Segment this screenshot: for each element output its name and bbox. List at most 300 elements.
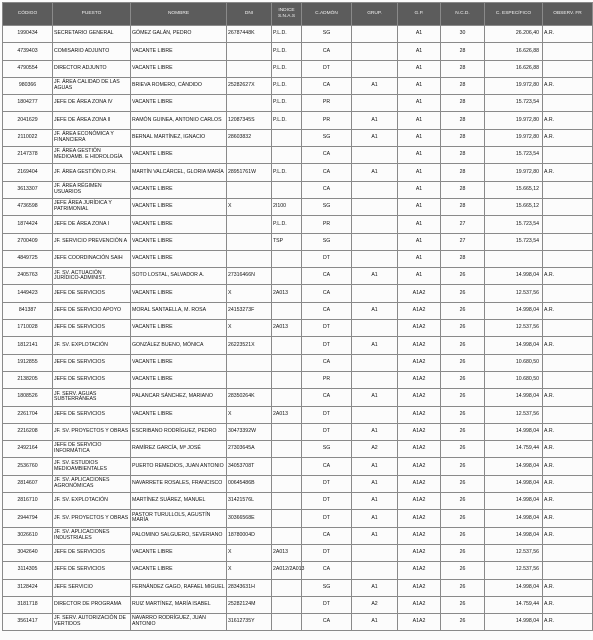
cell-code: 1808526 — [3, 389, 53, 406]
table-row — [3, 250, 593, 267]
cell-specific: 14.998,04 — [485, 475, 543, 492]
cell-group — [352, 95, 398, 112]
cell-index: 2I100 — [272, 198, 302, 215]
cell-adm: PR — [302, 371, 352, 388]
cell-ncd: 26 — [441, 579, 485, 596]
cell-code: 841387 — [3, 302, 53, 319]
cell-ncd: 28 — [441, 60, 485, 77]
cell-dni: 30366568E — [227, 510, 272, 527]
cell-index: 2A013 — [272, 320, 302, 337]
cell-adm: SG — [302, 129, 352, 146]
cell-name: VACANTE LIBRE — [131, 544, 227, 561]
cell-gp: A1A2 — [398, 320, 441, 337]
cell-adm: CA — [302, 302, 352, 319]
table-row — [3, 423, 593, 440]
cell-specific: 14.759,44 — [485, 596, 543, 613]
table-row — [3, 302, 593, 319]
cell-gp: A1A2 — [398, 354, 441, 371]
cell-post: JF. ÁREA GESTIÓN MEDIOAMB. E HIDROLOGÍA — [53, 147, 131, 164]
col-header-adm: C.ADMÓN — [302, 3, 352, 26]
cell-gp: A1 — [398, 112, 441, 129]
cell-index — [272, 475, 302, 492]
cell-group: A1 — [352, 389, 398, 406]
cell-obs: A.R. — [543, 493, 593, 510]
table-row — [3, 216, 593, 233]
cell-specific: 14.998,04 — [485, 423, 543, 440]
cell-ncd: 26 — [441, 527, 485, 544]
cell-index — [272, 129, 302, 146]
cell-name: RAMÍREZ GARCÍA, Mª JOSÉ — [131, 441, 227, 458]
cell-group: A1 — [352, 337, 398, 354]
cell-index: 2A012/2A013 — [272, 562, 302, 579]
cell-obs: A.R. — [543, 596, 593, 613]
cell-dni — [227, 181, 272, 198]
cell-post: JEFE DE SERVICIOS — [53, 406, 131, 423]
table-row — [3, 26, 593, 43]
cell-post: JEFE COORDINACIÓN SAIH — [53, 250, 131, 267]
cell-code: 2944794 — [3, 510, 53, 527]
cell-group — [352, 233, 398, 250]
cell-code: 4849725 — [3, 250, 53, 267]
cell-code: 4736598 — [3, 198, 53, 215]
cell-group — [352, 562, 398, 579]
table-row — [3, 337, 593, 354]
cell-group: A1 — [352, 112, 398, 129]
cell-specific: 15.723,54 — [485, 147, 543, 164]
cell-dni: 31421576L — [227, 493, 272, 510]
cell-gp: A1A2 — [398, 579, 441, 596]
cell-gp: A1 — [398, 95, 441, 112]
cell-index: 2A013 — [272, 544, 302, 561]
table-row — [3, 60, 593, 77]
cell-gp: A1 — [398, 250, 441, 267]
cell-specific: 16.626,88 — [485, 60, 543, 77]
cell-adm: CA — [302, 614, 352, 631]
cell-adm: CA — [302, 527, 352, 544]
cell-ncd: 28 — [441, 77, 485, 94]
cell-dni: 27316466N — [227, 268, 272, 285]
cell-adm: DT — [302, 423, 352, 440]
cell-index — [272, 302, 302, 319]
cell-post: JF. ÁREA RÉGIMEN USUARIOS — [53, 181, 131, 198]
cell-dni — [227, 95, 272, 112]
cell-specific: 14.998,04 — [485, 268, 543, 285]
cell-name: VACANTE LIBRE — [131, 147, 227, 164]
cell-adm: DT — [302, 320, 352, 337]
cell-adm: DT — [302, 544, 352, 561]
cell-group — [352, 406, 398, 423]
cell-name: VACANTE LIBRE — [131, 285, 227, 302]
cell-specific: 10.680,50 — [485, 354, 543, 371]
cell-code: 3613307 — [3, 181, 53, 198]
cell-ncd: 27 — [441, 233, 485, 250]
cell-dni: 28343631H — [227, 579, 272, 596]
cell-obs: A.R. — [543, 337, 593, 354]
cell-gp: A1A2 — [398, 614, 441, 631]
cell-index: P.L.D. — [272, 43, 302, 60]
cell-obs: A.R. — [543, 510, 593, 527]
cell-dni — [227, 147, 272, 164]
cell-post: JEFE DE SERVICIOS — [53, 562, 131, 579]
cell-obs: A.R. — [543, 527, 593, 544]
cell-ncd: 26 — [441, 614, 485, 631]
cell-group: A1 — [352, 579, 398, 596]
cell-post: SECRETARIO GENERAL — [53, 26, 131, 43]
cell-group: A1 — [352, 614, 398, 631]
cell-name: PALOMINO SALGUERO, SEVERIANO — [131, 527, 227, 544]
cell-dni: 25282124M — [227, 596, 272, 613]
cell-obs — [543, 320, 593, 337]
cell-name: MORAL SANTAELLA, M. ROSA — [131, 302, 227, 319]
cell-code: 2041629 — [3, 112, 53, 129]
table-row — [3, 406, 593, 423]
cell-adm: CA — [302, 562, 352, 579]
cell-dni: 26223521X — [227, 337, 272, 354]
cell-gp: A1A2 — [398, 544, 441, 561]
cell-dni: 27303645A — [227, 441, 272, 458]
cell-specific: 12.537,56 — [485, 320, 543, 337]
col-header-obs: OBSERV. FR — [543, 3, 593, 26]
cell-obs: A.R. — [543, 579, 593, 596]
cell-obs — [543, 43, 593, 60]
cell-group — [352, 216, 398, 233]
cell-post: JEFE SERVICIO — [53, 579, 131, 596]
cell-index — [272, 527, 302, 544]
table-row — [3, 268, 593, 285]
cell-specific: 14.998,04 — [485, 302, 543, 319]
cell-dni: 30473392W — [227, 423, 272, 440]
table-row — [3, 95, 593, 112]
cell-gp: A1 — [398, 181, 441, 198]
cell-index: P.L.D. — [272, 112, 302, 129]
cell-specific: 19.972,80 — [485, 129, 543, 146]
cell-dni: 26787448K — [227, 26, 272, 43]
cell-index — [272, 371, 302, 388]
cell-adm: PR — [302, 112, 352, 129]
cell-gp: A1A2 — [398, 389, 441, 406]
cell-specific: 15.723,54 — [485, 95, 543, 112]
cell-group — [352, 60, 398, 77]
cell-gp: A1A2 — [398, 458, 441, 475]
cell-ncd: 28 — [441, 147, 485, 164]
cell-name: RAMÓN GUINEA, ANTONIO CARLOS — [131, 112, 227, 129]
cell-ncd: 26 — [441, 354, 485, 371]
cell-dni — [227, 216, 272, 233]
cell-ncd: 27 — [441, 216, 485, 233]
cell-obs — [543, 562, 593, 579]
cell-code: 3042640 — [3, 544, 53, 561]
cell-group — [352, 43, 398, 60]
table-row — [3, 614, 593, 631]
cell-name: MARTÍN VALCÁRCEL, GLORIA MARÍA — [131, 164, 227, 181]
cell-dni — [227, 43, 272, 60]
cell-code: 1804277 — [3, 95, 53, 112]
cell-post: JF. SV. EXPLOTACIÓN — [53, 493, 131, 510]
cell-code: 3181718 — [3, 596, 53, 613]
cell-ncd: 28 — [441, 129, 485, 146]
cell-ncd: 28 — [441, 164, 485, 181]
cell-index: P.L.D. — [272, 95, 302, 112]
cell-ncd: 26 — [441, 493, 485, 510]
cell-ncd: 26 — [441, 562, 485, 579]
cell-specific: 16.626,88 — [485, 43, 543, 60]
cell-specific: 12.537,56 — [485, 544, 543, 561]
table-row — [3, 320, 593, 337]
cell-adm: SG — [302, 579, 352, 596]
cell-ncd: 28 — [441, 112, 485, 129]
cell-code: 2814607 — [3, 475, 53, 492]
cell-ncd: 28 — [441, 43, 485, 60]
cell-specific: 14.998,04 — [485, 458, 543, 475]
cell-gp: A1A2 — [398, 302, 441, 319]
cell-ncd: 26 — [441, 475, 485, 492]
cell-index — [272, 596, 302, 613]
cell-adm: CA — [302, 389, 352, 406]
cell-name: BERNAL MARTÍNEZ, IGNACIO — [131, 129, 227, 146]
cell-specific: 14.998,04 — [485, 579, 543, 596]
cell-specific: 12.537,56 — [485, 562, 543, 579]
cell-code: 1710028 — [3, 320, 53, 337]
cell-index — [272, 268, 302, 285]
cell-ncd: 26 — [441, 302, 485, 319]
cell-code: 2147378 — [3, 147, 53, 164]
cell-post: JF. SV. PROYECTOS Y OBRAS — [53, 510, 131, 527]
cell-gp: A1 — [398, 268, 441, 285]
cell-specific: 15.665,12 — [485, 181, 543, 198]
cell-adm: PR — [302, 216, 352, 233]
table-row — [3, 458, 593, 475]
cell-dni: 00645486B — [227, 475, 272, 492]
cell-ncd: 26 — [441, 389, 485, 406]
cell-index — [272, 614, 302, 631]
cell-group: A1 — [352, 129, 398, 146]
cell-gp: A1A2 — [398, 406, 441, 423]
cell-name: RUIZ MARTÍNEZ, MARÍA ISABEL — [131, 596, 227, 613]
cell-obs — [543, 147, 593, 164]
cell-gp: A1A2 — [398, 596, 441, 613]
col-header-group: GRUP. — [352, 3, 398, 26]
cell-index — [272, 250, 302, 267]
cell-code: 2169404 — [3, 164, 53, 181]
table-row — [3, 475, 593, 492]
cell-obs — [543, 198, 593, 215]
cell-specific: 15.723,54 — [485, 216, 543, 233]
cell-adm: SG — [302, 233, 352, 250]
cell-obs — [543, 250, 593, 267]
cell-gp: A1 — [398, 198, 441, 215]
cell-index — [272, 354, 302, 371]
cell-obs — [543, 354, 593, 371]
cell-group: A1 — [352, 527, 398, 544]
cell-ncd: 26 — [441, 371, 485, 388]
cell-obs: A.R. — [543, 77, 593, 94]
cell-name: PASTOR TURULLOLS, AGUSTÍN MARÍA — [131, 510, 227, 527]
cell-ncd: 28 — [441, 250, 485, 267]
cell-dni: 25282627X — [227, 77, 272, 94]
cell-index — [272, 493, 302, 510]
cell-name: ESCRIBANO RODRÍGUEZ, PEDRO — [131, 423, 227, 440]
cell-group — [352, 371, 398, 388]
table-row — [3, 389, 593, 406]
cell-gp: A1A2 — [398, 562, 441, 579]
cell-ncd: 26 — [441, 458, 485, 475]
cell-dni — [227, 250, 272, 267]
cell-group: A1 — [352, 77, 398, 94]
cell-gp: A1A2 — [398, 285, 441, 302]
cell-group — [352, 198, 398, 215]
table-row — [3, 181, 593, 198]
cell-group — [352, 181, 398, 198]
cell-obs: A.R. — [543, 129, 593, 146]
cell-post: JEFE ÁREA JURÍDICA Y PATRIMONIAL — [53, 198, 131, 215]
cell-index — [272, 389, 302, 406]
cell-obs: A.R. — [543, 475, 593, 492]
cell-code: 4790554 — [3, 60, 53, 77]
cell-gp: A1A2 — [398, 423, 441, 440]
cell-ncd: 26 — [441, 544, 485, 561]
cell-gp: A1A2 — [398, 493, 441, 510]
col-header-dni: DNI — [227, 3, 272, 26]
cell-ncd: 26 — [441, 441, 485, 458]
cell-post: COMISARIO ADJUNTO — [53, 43, 131, 60]
cell-index: P.L.D. — [272, 60, 302, 77]
cell-dni — [227, 233, 272, 250]
cell-dni: 34053708T — [227, 458, 272, 475]
cell-dni: 28951761W — [227, 164, 272, 181]
cell-dni: 28603832 — [227, 129, 272, 146]
cell-obs: A.R. — [543, 458, 593, 475]
cell-obs: A.R. — [543, 164, 593, 181]
table-row — [3, 544, 593, 561]
cell-specific: 14.759,44 — [485, 441, 543, 458]
cell-specific: 14.998,04 — [485, 510, 543, 527]
cell-index: P.L.D. — [272, 216, 302, 233]
cell-name: VACANTE LIBRE — [131, 43, 227, 60]
cell-adm: SG — [302, 198, 352, 215]
cell-group: A2 — [352, 596, 398, 613]
cell-index — [272, 337, 302, 354]
cell-dni: X — [227, 562, 272, 579]
cell-ncd: 26 — [441, 337, 485, 354]
cell-gp: A1A2 — [398, 371, 441, 388]
cell-specific: 14.998,04 — [485, 614, 543, 631]
cell-post: JEFE DE SERVICIOS — [53, 371, 131, 388]
cell-specific — [485, 250, 543, 267]
cell-gp: A1 — [398, 129, 441, 146]
cell-group: A1 — [352, 510, 398, 527]
col-header-ncd: N.C.D. — [441, 3, 485, 26]
cell-group — [352, 250, 398, 267]
table-row — [3, 371, 593, 388]
cell-adm: DT — [302, 475, 352, 492]
cell-dni: X — [227, 544, 272, 561]
cell-group: A2 — [352, 441, 398, 458]
cell-gp: A1 — [398, 216, 441, 233]
cell-adm: DT — [302, 596, 352, 613]
cell-index: 2A013 — [272, 406, 302, 423]
cell-post: JEFE DE SERVICIO INFORMÁTICA — [53, 441, 131, 458]
cell-ncd: 26 — [441, 510, 485, 527]
cell-dni: X — [227, 320, 272, 337]
table-row — [3, 579, 593, 596]
cell-gp: A1 — [398, 60, 441, 77]
cell-name: PALANCAR SÁNCHEZ, MARIANO — [131, 389, 227, 406]
cell-gp: A1A2 — [398, 337, 441, 354]
cell-code: 1990434 — [3, 26, 53, 43]
cell-index — [272, 147, 302, 164]
cell-obs — [543, 181, 593, 198]
table-row — [3, 285, 593, 302]
cell-adm: DT — [302, 250, 352, 267]
cell-adm: CA — [302, 354, 352, 371]
cell-specific: 14.998,04 — [485, 389, 543, 406]
cell-obs — [543, 406, 593, 423]
cell-post: JEFE DE ÁREA ZONA I — [53, 216, 131, 233]
cell-code: 2261704 — [3, 406, 53, 423]
cell-ncd: 28 — [441, 95, 485, 112]
table-row — [3, 129, 593, 146]
cell-code: 3128424 — [3, 579, 53, 596]
cell-code: 1912855 — [3, 354, 53, 371]
cell-obs: A.R. — [543, 302, 593, 319]
cell-obs — [543, 285, 593, 302]
cell-specific: 15.723,54 — [485, 233, 543, 250]
cell-adm: PR — [302, 95, 352, 112]
cell-ncd: 28 — [441, 198, 485, 215]
cell-group: A1 — [352, 493, 398, 510]
cell-code: 2138205 — [3, 371, 53, 388]
cell-name: VACANTE LIBRE — [131, 371, 227, 388]
cell-post: JEFE DE ÁREA ZONA IV — [53, 95, 131, 112]
cell-adm: CA — [302, 147, 352, 164]
cell-obs: A.R. — [543, 441, 593, 458]
table-row — [3, 77, 593, 94]
cell-group — [352, 354, 398, 371]
cell-post: JF. SV. PROYECTOS Y OBRAS — [53, 423, 131, 440]
cell-code: 4739403 — [3, 43, 53, 60]
cell-name: FERNÁNDEZ GAGO, RAFAEL MIGUEL — [131, 579, 227, 596]
cell-gp: A1 — [398, 26, 441, 43]
cell-name: VACANTE LIBRE — [131, 354, 227, 371]
cell-name: NAVARRO RODRÍGUEZ, JUAN ANTONIO — [131, 614, 227, 631]
cell-post: JEFE DE SERVICIOS — [53, 320, 131, 337]
cell-dni: X — [227, 198, 272, 215]
cell-index: P.L.D. — [272, 77, 302, 94]
cell-obs — [543, 60, 593, 77]
cell-group: A1 — [352, 302, 398, 319]
cell-specific: 19.972,80 — [485, 164, 543, 181]
cell-index: 2A013 — [272, 285, 302, 302]
cell-group — [352, 320, 398, 337]
cell-code: 2536760 — [3, 458, 53, 475]
cell-name: VACANTE LIBRE — [131, 320, 227, 337]
cell-gp: A1 — [398, 147, 441, 164]
cell-ncd: 30 — [441, 26, 485, 43]
cell-index — [272, 510, 302, 527]
cell-ncd: 26 — [441, 423, 485, 440]
cell-code: 2492164 — [3, 441, 53, 458]
cell-post: JF. SV. ACTUACIÓN JURÍDICO-ADMINIST. — [53, 268, 131, 285]
cell-obs: A.R. — [543, 614, 593, 631]
cell-post: JF. SERV. AUTORIZACIÓN DE VERTIDOS — [53, 614, 131, 631]
cell-obs — [543, 233, 593, 250]
cell-post: DIRECTOR ADJUNTO — [53, 60, 131, 77]
cell-code: 3026610 — [3, 527, 53, 544]
cell-specific: 26.206,40 — [485, 26, 543, 43]
cell-adm: CA — [302, 268, 352, 285]
cell-specific: 19.972,80 — [485, 77, 543, 94]
cell-obs: A.R. — [543, 389, 593, 406]
